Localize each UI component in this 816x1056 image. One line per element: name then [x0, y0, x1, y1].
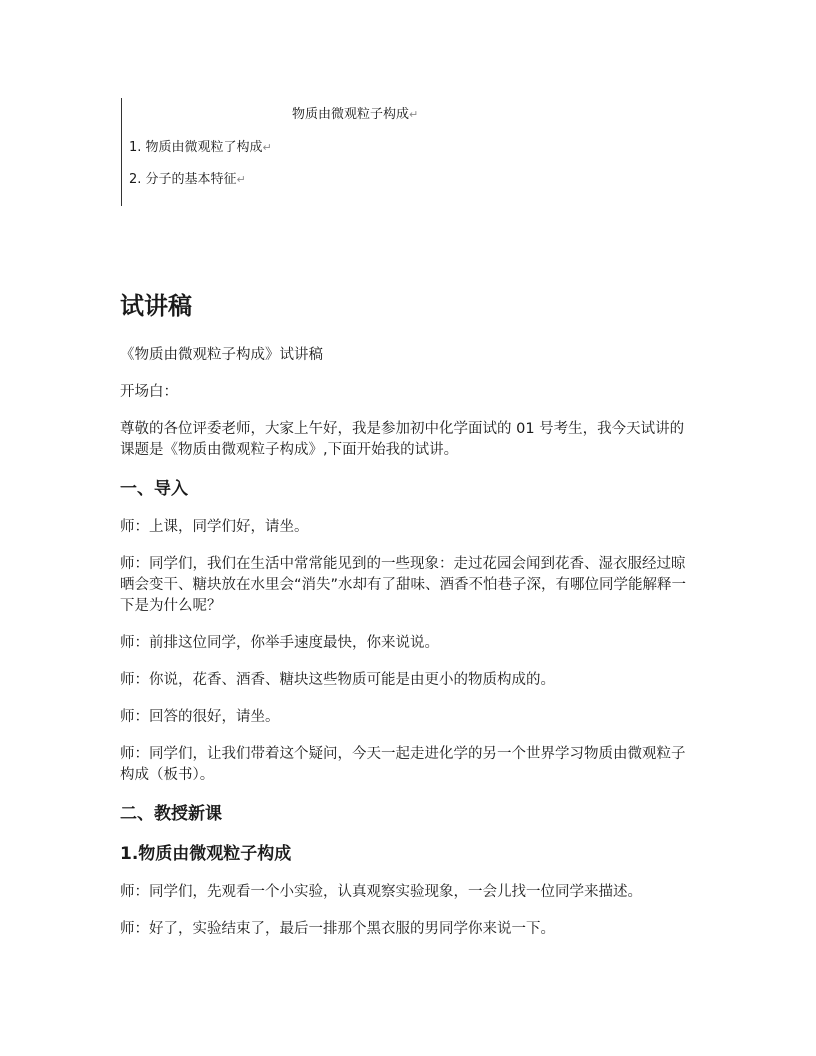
paragraph-mark-icon: ↵	[262, 141, 272, 154]
outline-item-2: 2. 分子的基本特征↵	[129, 172, 246, 187]
paragraph: 师：前排这位同学，你举手速度最快，你来说说。	[120, 635, 439, 651]
paragraph-mark-icon: ↵	[409, 108, 419, 121]
paragraph: 师：好了，实验结束了，最后一排那个黑衣服的男同学你来说一下。	[120, 921, 555, 937]
outline-title: 物质由微观粒子构成↵	[292, 107, 419, 122]
document-subtitle: 《物质由微观粒子构成》试讲稿	[120, 347, 323, 363]
paragraph: 师：回答的很好，请坐。	[120, 709, 280, 725]
section-title-new-lesson: 二、教授新课	[120, 804, 222, 824]
subsection-title: 1.物质由微观粒子构成	[120, 844, 292, 864]
document-heading: 试讲稿	[120, 292, 192, 320]
opening-text: 尊敬的各位评委老师，大家上午好，我是参加初中化学面试的 01 号考生，我今天试讲的课题是《物质由微观粒子构成》,下面开始我的试讲。	[120, 421, 685, 458]
outline-item-1: 1. 物质由微观粒了构成↵	[129, 140, 272, 155]
section-title-intro: 一、导入	[120, 479, 188, 499]
paragraph: 师：同学们，我们在生活中常常能见到的一些现象：走过花园会闻到花香、湿衣服经过晾晒会变干、糖块放在水里会“消失”水却有了甜味、酒香不怕巷子深，有哪位同学能解释一下是为什么呢？	[120, 556, 687, 614]
paragraph: 师：同学们，让我们带着这个疑问，今天一起走进化学的另一个世界学习物质由微观粒子构成（板书）。	[120, 746, 686, 783]
opening-label: 开场白：	[120, 384, 178, 400]
paragraph: 师：你说，花香、酒香、糖块这些物质可能是由更小的物质构成的。	[120, 672, 555, 688]
paragraph-mark-icon: ↵	[236, 173, 246, 186]
paragraph: 师：同学们，先观看一个小实验，认真观察实验现象，一会儿找一位同学来描述。	[120, 884, 642, 900]
document-body	[120, 288, 698, 940]
paragraph: 师：上课，同学们好，请坐。	[120, 519, 309, 535]
